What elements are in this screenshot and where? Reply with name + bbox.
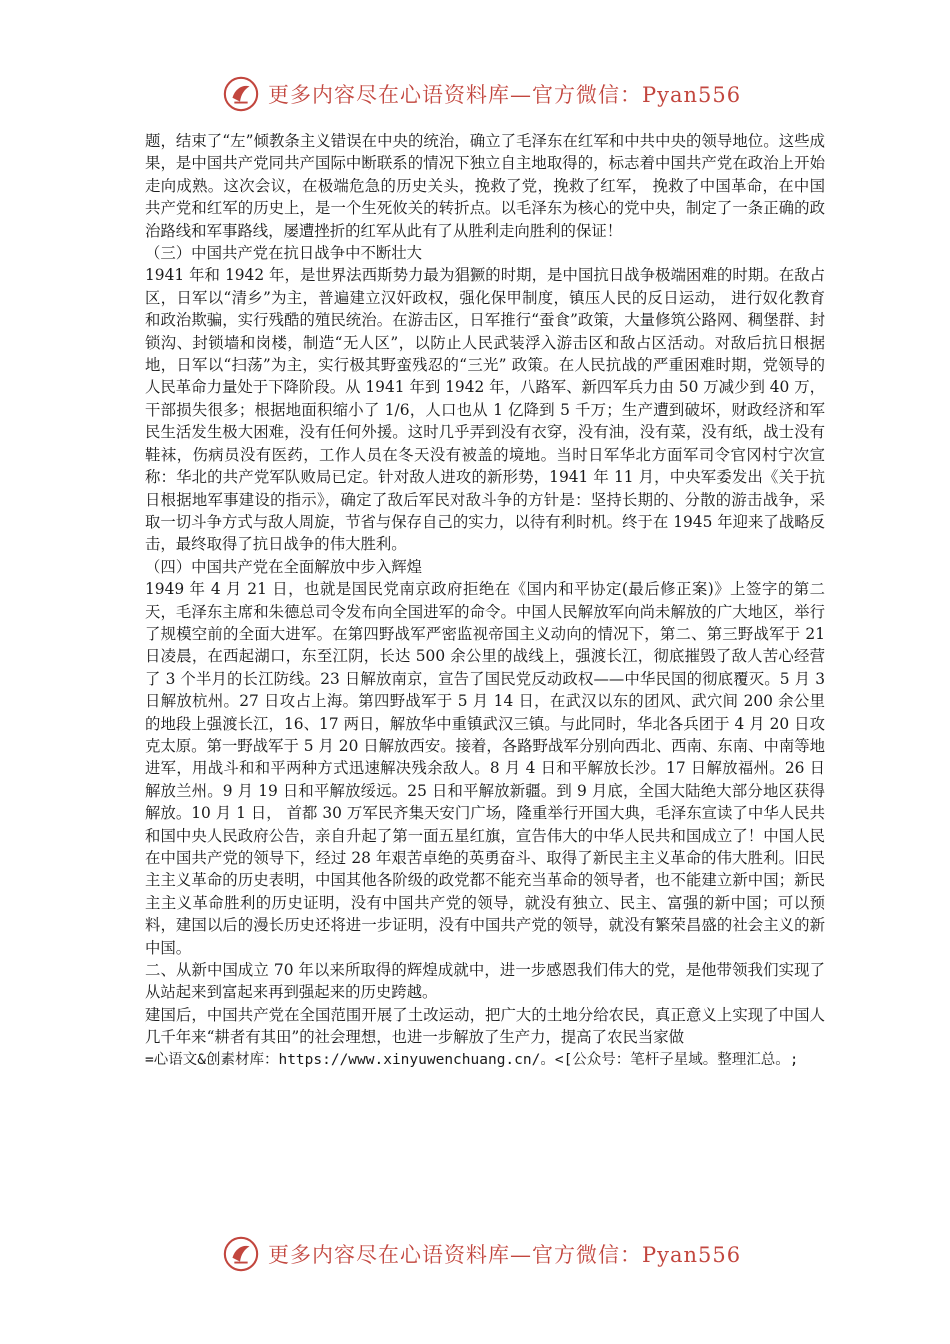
banner-text: 更多内容尽在心语资料库—官方微信：Pyan556 bbox=[268, 83, 742, 107]
logo-icon bbox=[222, 75, 260, 113]
header-banner bbox=[222, 74, 742, 114]
paragraph-section-two: 二、从新中国成立 70 年以来所取得的辉煌成就中，进一步感恩我们伟大的党，是他带领我们实现了从站起来到富起来再到强起来的历史跨越。 bbox=[145, 961, 825, 1002]
paragraph-land-reform: 建国后，中国共产党在全国范围开展了土改运动，把广大的土地分给农民，真正意义上实现了中国人几千年来“耕者有其田”的社会理想，也进一步解放了生产力，提高了农民当家做 bbox=[145, 1005, 825, 1047]
logo-icon bbox=[222, 1235, 260, 1273]
document-body bbox=[145, 130, 825, 1071]
source-note: =心语文&创素材库：https://www.xinyuwenchuang.cn/。<[公众号：笔杆子星域。整理汇总。; bbox=[145, 1051, 799, 1068]
banner-text: 更多内容尽在心语资料库—官方微信：Pyan556 bbox=[268, 1243, 742, 1267]
paragraph-anti-japanese-war: 1941 年和 1942 年，是世界法西斯势力最为猖獗的时期，是中国抗日战争极端困难的时期。在敌占区，日军以“清乡”为主，普遍建立汉奸政权，强化保甲制度，镇压人民的反日运动， 进行奴化教育和政治欺骗，实行残酷的殖民统治。在游击区，日军推行“蚕食”政策，大量修筑公路网、稠堡群、封锁沟、封锁墙和岗楼，制造“无人区”，以防止人民武装浮入游击区和敌占区活动。对敌后抗日根据地，日军以“扫荡”为主，实行极其野蛮残忍的“三光” 政策。在人民抗战的严重困难时期，党领导的人民革命力量处于下降阶段。从 1941 年到 1942 年，八路军、新四军兵力由 50 万减少到 40 万，干部损失很多；根据地面积缩小了 1/6，人口也从 1 亿降到 5 千万；生产遭到破坏，财政经济和军民生活发生极大困难，没有任何外援。这时几乎弄到没有衣穿，没有油，没有菜，没有纸，战士没有鞋袜，伤病员没有医药，工作人员在冬天没有被盖的境地。当时日军华北方面军司令官冈村宁次宣称：华北的共产党军队败局已定。针对敌人进攻的新形势，1941 年 11 月，中央军委发出《关于抗日根据地军事建设的指示》，确定了敌后军民对敌斗争的方针是：坚持长期的、分散的游击战争，采取一切斗争方式与敌人周旋，节省与保存自己的实力，以待有利时机。终于在 1945 年迎来了战略反击，最终取得了抗日战争的伟大胜利。 bbox=[145, 266, 825, 554]
section-heading-3: （三）中国共产党在抗日战争中不断壮大 bbox=[145, 244, 423, 263]
paragraph-zunyi-conclusion: 题，结束了“左”倾教条主义错误在中央的统治，确立了毛泽东在红军和中共中央的领导地位。这些成果，是中国共产党同共产国际中断联系的情况下独立自主地取得的，标志着中国共产党在政治上开始走向成熟。这次会议，在极端危急的历史关头，挽救了党，挽救了红军， 挽救了中国革命，在中国共产党和红军的历史上，是一个生死攸关的转折点。以毛泽东为核心的党中央，制定了一条正确的政治路线和军事路线，屡遭挫折的红军从此有了从胜利走向胜利的保证！ bbox=[145, 132, 825, 240]
footer-banner bbox=[222, 1234, 742, 1274]
section-heading-4: （四）中国共产党在全面解放中步入辉煌 bbox=[145, 557, 423, 576]
paragraph-liberation: 1949 年 4 月 21 日，也就是国民党南京政府拒绝在《国内和平协定(最后修正案)》上签字的第二天，毛泽东主席和朱德总司令发布向全国进军的命令。中国人民解放军向尚未解放的广大地区，举行了规模空前的全面大进军。在第四野战军严密监视帝国主义动向的情况下，第二、第三野战军于 21 日凌晨，在西起湖口，东至江阴，长达 500 余公里的战线上，强渡长江，彻底摧毁了敌人苦心经营了 3 个半月的长江防线。23 日解放南京，宣告了国民党反动政权——中华民国的彻底覆灭。5 月 3 日解放杭州。27 日攻占上海。第四野战军于 5 月 14 日，在武汉以东的团风、武穴间 200 余公里的地段上强渡长江，16、17 两日，解放华中重镇武汉三镇。与此同时，华北各兵团于 4 月 20 日攻克太原。第一野战军于 5 月 20 日解放西安。接着，各路野战军分别向西北、西南、东南、中南等地进军，用战斗和和平两种方式迅速解决残余敌人。8 月 4 日和平解放长沙。17 日解放福州。26 日解放兰州。9 月 19 日和平解放绥远。25 日和平解放新疆。到 9 月底，全国大陆绝大部分地区获得解放。10 月 1 日， 首都 30 万军民齐集天安门广场，隆重举行开国大典，毛泽东宣读了中华人民共和国中央人民政府公告，亲自升起了第一面五星红旗，宣告伟大的中华人民共和国成立了！中国人民在中国共产党的领导下，经过 28 年艰苦卓绝的英勇奋斗、取得了新民主主义革命的伟大胜利。旧民主主义革命的历史表明，中国其他各阶级的政党都不能充当革命的领导者，也不能建立新中国；新民主主义革命胜利的历史证明，没有中国共产党的领导，就没有独立、民主、富强的新中国；可以预料，建国以后的漫长历史还将进一步证明，没有中国共产党的领导，就没有繁荣昌盛的社会主义的新中国。 bbox=[145, 580, 825, 957]
